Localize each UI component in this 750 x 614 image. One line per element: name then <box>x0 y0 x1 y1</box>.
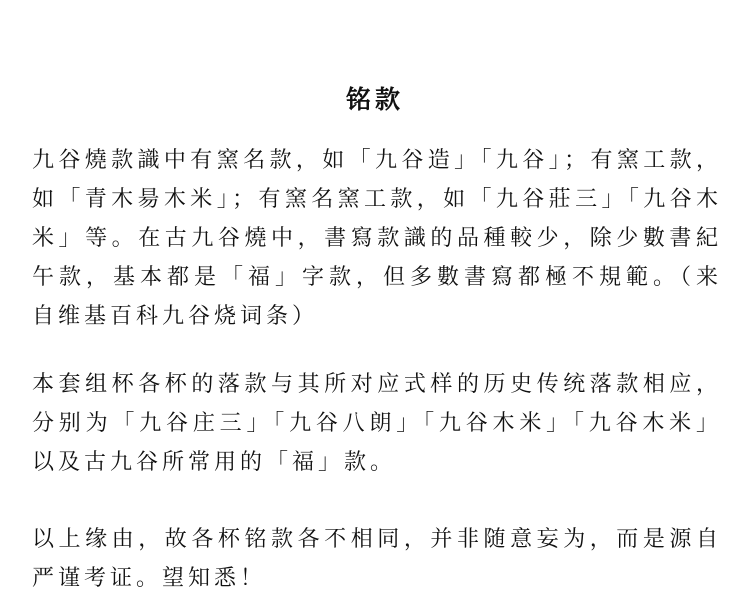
page-title: 铭款 <box>345 85 404 114</box>
paragraph-cup-marks: 本套组杯各杯的落款与其所对应式样的历史传统落款相应，分别为「九谷庄三」「九谷八朗」「九谷木米」「九谷木米」以及古九谷所常用的「福」款。 <box>32 372 722 475</box>
paragraph-conclusion: 以上缘由，故各杯铭款各不相同，并非随意妄为，而是源自严谨考证。望知悉！ <box>32 527 722 591</box>
paragraph-kiln-marks: 九谷燒款識中有窯名款，如「九谷造」「九谷」；有窯工款，如「青木昜木米」；有窯名窯工款，如「九谷莊三」「九谷木米」等。在古九谷燒中，書寫款識的品種較少，除少數書紀午款，基本都是「福」字款，但多數書寫都極不規範。（来自维基百科九谷烧词条） <box>32 148 722 329</box>
